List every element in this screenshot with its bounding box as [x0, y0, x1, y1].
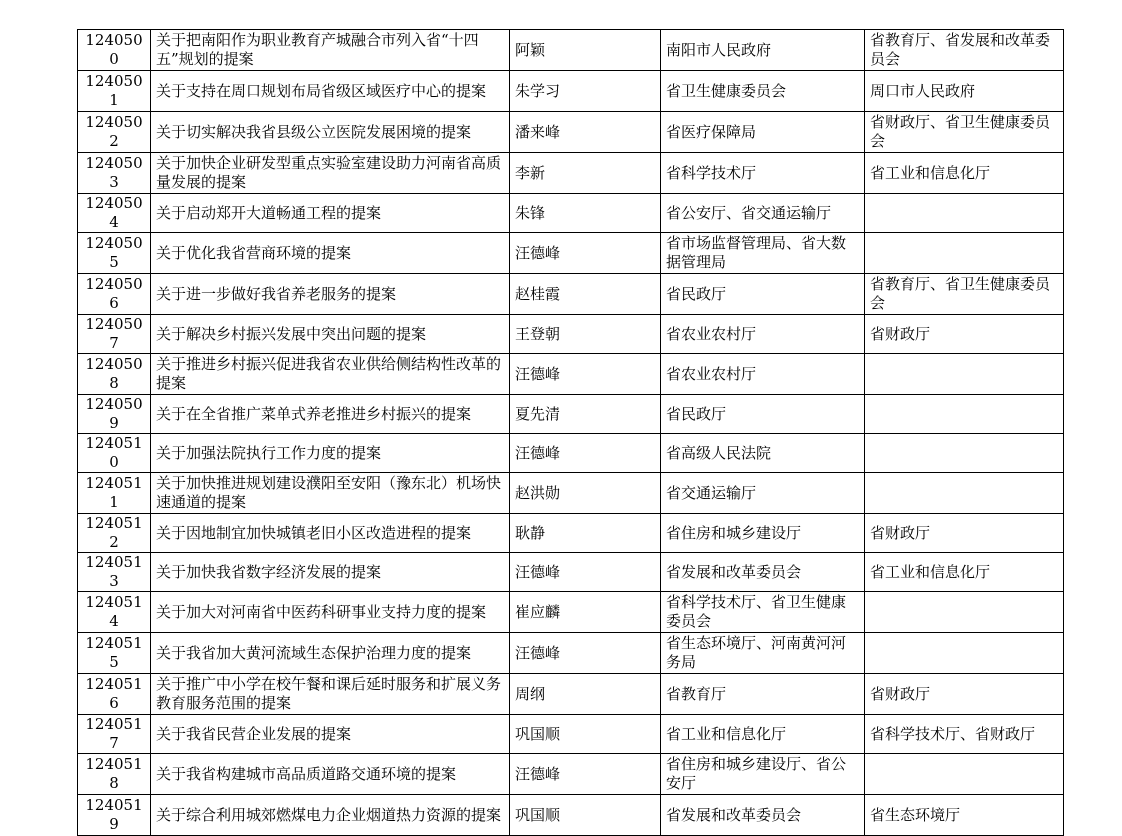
proposal-table [77, 29, 1064, 836]
co-unit-cell: 省工业和信息化厅 [865, 153, 1064, 194]
co-unit-cell: 周口市人民政府 [865, 71, 1064, 112]
proposal-title-cell: 关于启动郑开大道畅通工程的提案 [151, 194, 510, 233]
proposal-title-cell: 关于切实解决我省县级公立医院发展困境的提案 [151, 112, 510, 153]
proposer-cell: 巩国顺 [510, 715, 661, 754]
co-unit-cell: 省生态环境厅 [865, 795, 1064, 836]
lead-unit-cell: 省工业和信息化厅 [661, 715, 865, 754]
table-row [78, 553, 1064, 592]
lead-unit-cell: 省高级人民法院 [661, 434, 865, 473]
table-row [78, 354, 1064, 395]
lead-unit-cell: 省交通运输厅 [661, 473, 865, 514]
proposal-title-cell: 关于因地制宜加快城镇老旧小区改造进程的提案 [151, 514, 510, 553]
lead-unit-cell: 南阳市人民政府 [661, 30, 865, 71]
lead-unit-cell: 省住房和城乡建设厅、省公安厅 [661, 754, 865, 795]
co-unit-cell: 省工业和信息化厅 [865, 553, 1064, 592]
proposal-title-cell: 关于我省构建城市高品质道路交通环境的提案 [151, 754, 510, 795]
table-row [78, 71, 1064, 112]
proposal-id-cell: 1240515 [78, 633, 151, 674]
proposer-cell: 汪德峰 [510, 434, 661, 473]
co-unit-cell [865, 395, 1064, 434]
proposer-cell: 夏先清 [510, 395, 661, 434]
table-row [78, 795, 1064, 836]
table-row [78, 395, 1064, 434]
proposal-id-cell: 1240516 [78, 674, 151, 715]
proposer-cell: 朱学习 [510, 71, 661, 112]
proposal-id-cell: 1240519 [78, 795, 151, 836]
co-unit-cell [865, 473, 1064, 514]
proposal-id-cell: 1240501 [78, 71, 151, 112]
co-unit-cell: 省财政厅 [865, 674, 1064, 715]
co-unit-cell: 省教育厅、省卫生健康委员会 [865, 274, 1064, 315]
co-unit-cell: 省财政厅、省卫生健康委员会 [865, 112, 1064, 153]
lead-unit-cell: 省科学技术厅、省卫生健康委员会 [661, 592, 865, 633]
table-row [78, 194, 1064, 233]
lead-unit-cell: 省发展和改革委员会 [661, 795, 865, 836]
proposal-id-cell: 1240509 [78, 395, 151, 434]
co-unit-cell: 省财政厅 [865, 514, 1064, 553]
proposal-id-cell: 1240507 [78, 315, 151, 354]
proposer-cell: 汪德峰 [510, 633, 661, 674]
proposal-title-cell: 关于我省加大黄河流域生态保护治理力度的提案 [151, 633, 510, 674]
proposal-title-cell: 关于综合利用城郊燃煤电力企业烟道热力资源的提案 [151, 795, 510, 836]
lead-unit-cell: 省民政厅 [661, 274, 865, 315]
proposal-table-page [77, 29, 1063, 836]
proposal-title-cell: 关于我省民营企业发展的提案 [151, 715, 510, 754]
table-row [78, 592, 1064, 633]
proposal-id-cell: 1240504 [78, 194, 151, 233]
proposal-title-cell: 关于解决乡村振兴发展中突出问题的提案 [151, 315, 510, 354]
proposal-title-cell: 关于加快推进规划建设濮阳至安阳（豫东北）机场快速通道的提案 [151, 473, 510, 514]
table-row [78, 112, 1064, 153]
proposal-title-cell: 关于推广中小学在校午餐和课后延时服务和扩展义务教育服务范围的提案 [151, 674, 510, 715]
proposal-id-cell: 1240508 [78, 354, 151, 395]
co-unit-cell [865, 754, 1064, 795]
co-unit-cell [865, 194, 1064, 233]
proposer-cell: 耿静 [510, 514, 661, 553]
proposal-id-cell: 1240512 [78, 514, 151, 553]
proposer-cell: 汪德峰 [510, 553, 661, 592]
table-row [78, 153, 1064, 194]
proposer-cell: 汪德峰 [510, 233, 661, 274]
proposer-cell: 赵洪勋 [510, 473, 661, 514]
lead-unit-cell: 省公安厅、省交通运输厅 [661, 194, 865, 233]
lead-unit-cell: 省教育厅 [661, 674, 865, 715]
proposer-cell: 阿颖 [510, 30, 661, 71]
proposal-id-cell: 1240502 [78, 112, 151, 153]
proposal-id-cell: 1240514 [78, 592, 151, 633]
lead-unit-cell: 省民政厅 [661, 395, 865, 434]
table-row [78, 434, 1064, 473]
lead-unit-cell: 省科学技术厅 [661, 153, 865, 194]
proposer-cell: 巩国顺 [510, 795, 661, 836]
lead-unit-cell: 省农业农村厅 [661, 354, 865, 395]
lead-unit-cell: 省生态环境厅、河南黄河河务局 [661, 633, 865, 674]
proposal-title-cell: 关于加快我省数字经济发展的提案 [151, 553, 510, 592]
proposer-cell: 汪德峰 [510, 754, 661, 795]
proposer-cell: 汪德峰 [510, 354, 661, 395]
table-row [78, 715, 1064, 754]
table-row [78, 473, 1064, 514]
proposal-id-cell: 1240500 [78, 30, 151, 71]
co-unit-cell [865, 633, 1064, 674]
table-row [78, 633, 1064, 674]
proposal-title-cell: 关于在全省推广菜单式养老推进乡村振兴的提案 [151, 395, 510, 434]
lead-unit-cell: 省卫生健康委员会 [661, 71, 865, 112]
table-row [78, 30, 1064, 71]
proposal-id-cell: 1240517 [78, 715, 151, 754]
proposal-id-cell: 1240511 [78, 473, 151, 514]
proposal-id-cell: 1240510 [78, 434, 151, 473]
proposer-cell: 周纲 [510, 674, 661, 715]
proposer-cell: 朱锋 [510, 194, 661, 233]
table-row [78, 315, 1064, 354]
proposal-id-cell: 1240506 [78, 274, 151, 315]
proposal-id-cell: 1240513 [78, 553, 151, 592]
lead-unit-cell: 省市场监督管理局、省大数据管理局 [661, 233, 865, 274]
proposal-table-body [78, 30, 1064, 836]
proposal-title-cell: 关于支持在周口规划布局省级区域医疗中心的提案 [151, 71, 510, 112]
table-row [78, 514, 1064, 553]
proposer-cell: 李新 [510, 153, 661, 194]
co-unit-cell: 省财政厅 [865, 315, 1064, 354]
proposal-title-cell: 关于加强法院执行工作力度的提案 [151, 434, 510, 473]
proposal-id-cell: 1240518 [78, 754, 151, 795]
lead-unit-cell: 省农业农村厅 [661, 315, 865, 354]
co-unit-cell: 省科学技术厅、省财政厅 [865, 715, 1064, 754]
proposal-id-cell: 1240505 [78, 233, 151, 274]
proposal-id-cell: 1240503 [78, 153, 151, 194]
proposal-title-cell: 关于进一步做好我省养老服务的提案 [151, 274, 510, 315]
proposer-cell: 崔应麟 [510, 592, 661, 633]
proposer-cell: 赵桂霞 [510, 274, 661, 315]
proposer-cell: 王登朝 [510, 315, 661, 354]
co-unit-cell [865, 354, 1064, 395]
table-row [78, 754, 1064, 795]
table-row [78, 274, 1064, 315]
proposal-title-cell: 关于加快企业研发型重点实验室建设助力河南省高质量发展的提案 [151, 153, 510, 194]
table-row [78, 233, 1064, 274]
proposal-title-cell: 关于推进乡村振兴促进我省农业供给侧结构性改革的提案 [151, 354, 510, 395]
proposal-title-cell: 关于加大对河南省中医药科研事业支持力度的提案 [151, 592, 510, 633]
co-unit-cell [865, 434, 1064, 473]
lead-unit-cell: 省发展和改革委员会 [661, 553, 865, 592]
proposer-cell: 潘来峰 [510, 112, 661, 153]
table-row [78, 674, 1064, 715]
lead-unit-cell: 省住房和城乡建设厅 [661, 514, 865, 553]
lead-unit-cell: 省医疗保障局 [661, 112, 865, 153]
proposal-title-cell: 关于把南阳作为职业教育产城融合市列入省“十四五”规划的提案 [151, 30, 510, 71]
proposal-title-cell: 关于优化我省营商环境的提案 [151, 233, 510, 274]
co-unit-cell [865, 592, 1064, 633]
co-unit-cell [865, 233, 1064, 274]
co-unit-cell: 省教育厅、省发展和改革委员会 [865, 30, 1064, 71]
